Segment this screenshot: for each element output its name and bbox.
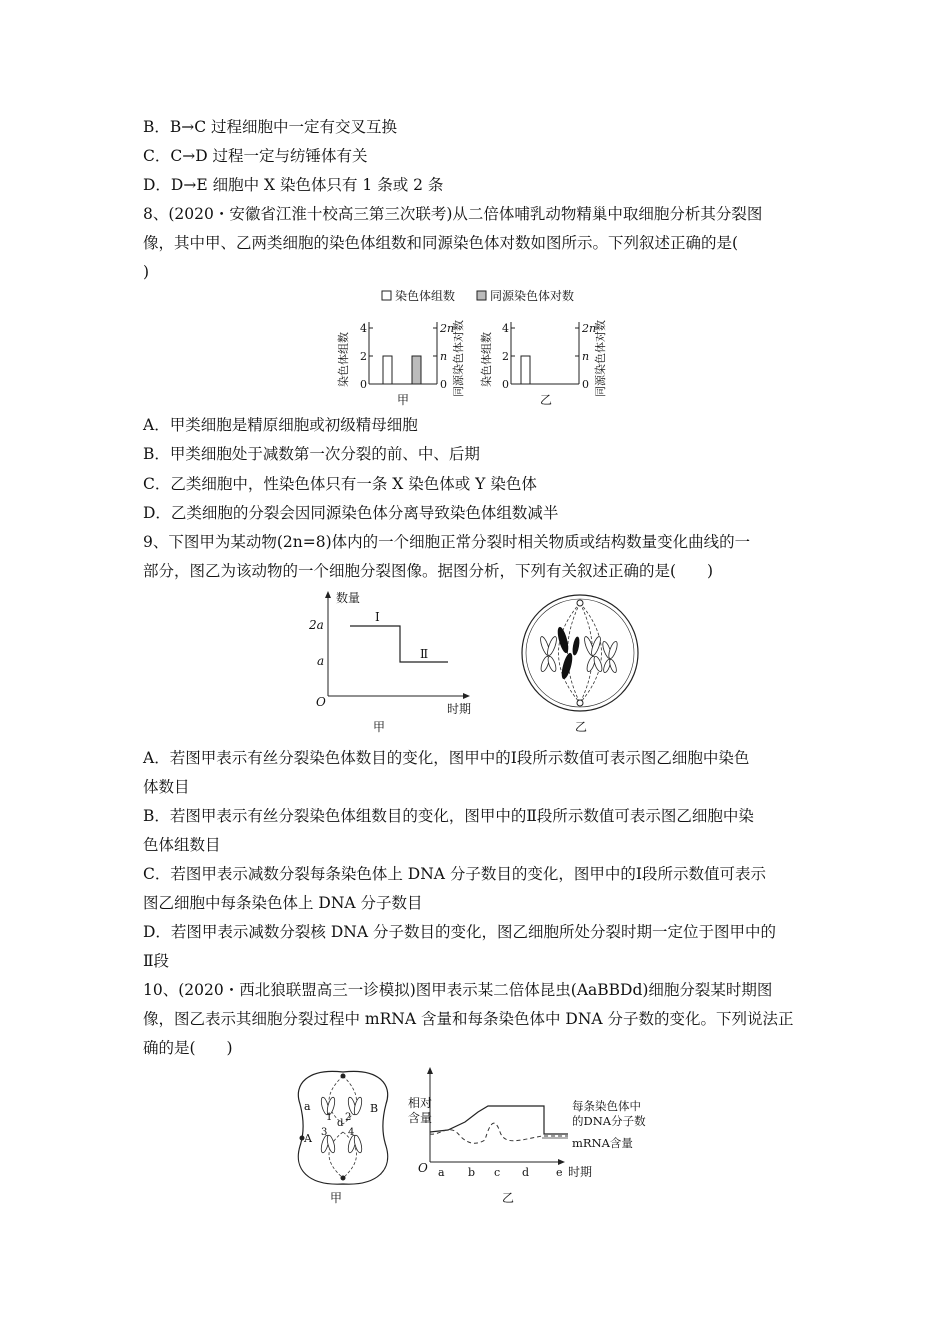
cell-label-A: A bbox=[304, 1132, 312, 1145]
q9-option-c-line2: 图乙细胞中每条染色体上 DNA 分子数目 bbox=[143, 894, 423, 912]
tick-right-2n-b: 2n bbox=[582, 322, 597, 335]
option-b-prev: B．B→C 过程细胞中一定有交叉互换 bbox=[143, 118, 398, 136]
cell-label-3: 3 bbox=[321, 1127, 328, 1138]
bar-jia-groups bbox=[383, 356, 392, 384]
question-10-line2: 像，图乙表示其细胞分裂过程中 mRNA 含量和每条染色体中 DNA 分子数的变化。下列说法正 bbox=[143, 1010, 794, 1028]
q10-anno-mrna: mRNA含量 bbox=[572, 1136, 633, 1150]
tick-left-0: 0 bbox=[360, 378, 367, 391]
q10-xtick-a: a bbox=[438, 1166, 445, 1179]
cell-label-1: 1 bbox=[326, 1112, 333, 1123]
chart-yi bbox=[479, 320, 607, 407]
tick-left-2: 2 bbox=[360, 350, 367, 363]
caption-yi: 乙 bbox=[540, 393, 553, 407]
q10-xtick-c: c bbox=[494, 1166, 501, 1179]
question-10-line1: 10、(2020・西北狼联盟高三一诊模拟)图甲表示某二倍体昆虫(AaBBDd)细胞分裂某时期图 bbox=[143, 981, 773, 999]
q9-curve bbox=[350, 626, 448, 662]
q9-option-a-line1: A．若图甲表示有丝分裂染色体数目的变化，图甲中的Ⅰ段所示数值可表示图乙细胞中染色 bbox=[143, 749, 750, 767]
bar-yi-groups bbox=[521, 356, 530, 384]
q10-xtick-e: e bbox=[556, 1166, 563, 1179]
cell-label-4: 4 bbox=[348, 1127, 355, 1138]
figure-q10 bbox=[290, 1062, 670, 1210]
cell-label-2: 2 bbox=[345, 1112, 352, 1123]
q10-ylabel-1: 相对 bbox=[408, 1096, 433, 1110]
tick-right-0-b: 0 bbox=[582, 378, 589, 391]
caption-jia: 甲 bbox=[397, 393, 410, 407]
q9-origin: O bbox=[316, 695, 326, 709]
q9-seg1: Ⅰ bbox=[375, 610, 380, 624]
question-9-line2: 部分，图乙为该动物的一个细胞分裂图像。据图分析，下列有关叙述正确的是( ) bbox=[143, 562, 714, 580]
bar-jia-pairs bbox=[412, 356, 421, 384]
q10-xtick-d: d bbox=[522, 1166, 530, 1179]
legend-label-groups: 染色体组数 bbox=[395, 289, 456, 303]
q10-mrna-curve bbox=[430, 1123, 568, 1143]
tick-left-4-b: 4 bbox=[502, 322, 509, 335]
tick-left-0-b: 0 bbox=[502, 378, 509, 391]
q9-option-c-line1: C．若图甲表示减数分裂每条染色体上 DNA 分子数目的变化，图甲中的Ⅰ段所示数值可表示 bbox=[143, 865, 767, 883]
q8-option-b: B．甲类细胞处于减数第一次分裂的前、中、后期 bbox=[143, 445, 480, 463]
q8-option-a: A．甲类细胞是精原细胞或初级精母细胞 bbox=[143, 416, 418, 434]
tick-right-0: 0 bbox=[440, 378, 447, 391]
figure-q9 bbox=[305, 588, 645, 738]
q9-option-b-line1: B．若图甲表示有丝分裂染色体组数目的变化，图甲中的Ⅱ段所示数值可表示图乙细胞中染 bbox=[143, 807, 754, 825]
option-c-prev: C．C→D 过程一定与纺锤体有关 bbox=[143, 147, 368, 165]
tick-right-n-b: n bbox=[582, 350, 590, 363]
q9-option-a-line2: 体数目 bbox=[143, 778, 190, 796]
left-axis-label: 染色体组数 bbox=[337, 332, 350, 387]
q10-caption-yi: 乙 bbox=[502, 1191, 515, 1205]
question-8-line2: 像，其中甲、乙两类细胞的染色体组数和同源染色体对数如图所示。下列叙述正确的是( bbox=[143, 234, 739, 252]
question-8-line3: ) bbox=[143, 263, 150, 281]
right-axis-label: 同源染色体对数 bbox=[452, 320, 465, 397]
tick-left-4: 4 bbox=[360, 322, 367, 335]
q9-seg2: Ⅱ bbox=[420, 647, 429, 661]
q9-caption-jia: 甲 bbox=[373, 720, 386, 734]
q10-origin: O bbox=[418, 1161, 428, 1175]
q8-option-d: D．乙类细胞的分裂会因同源染色体分离导致染色体组数减半 bbox=[143, 504, 559, 522]
q9-xlabel: 时期 bbox=[447, 702, 472, 716]
option-d-prev: D．D→E 细胞中 X 染色体只有 1 条或 2 条 bbox=[143, 176, 444, 194]
q10-anno-dna-1: 每条染色体中 bbox=[572, 1099, 641, 1113]
q10-anno-dna-2: 的DNA分子数 bbox=[572, 1114, 646, 1128]
q9-ylabel: 数量 bbox=[336, 591, 361, 605]
q9-option-d-line2: Ⅱ段 bbox=[143, 952, 170, 970]
q9-tick-a: a bbox=[317, 654, 325, 668]
left-axis-label-2: 染色体组数 bbox=[480, 332, 493, 387]
cell-label-B: B bbox=[370, 1102, 379, 1115]
right-axis-label-2: 同源染色体对数 bbox=[594, 320, 607, 397]
question-9-line1: 9、下图甲为某动物(2n=8)体内的一个细胞正常分裂时相关物质或结构数量变化曲线的一 bbox=[143, 533, 751, 551]
legend-swatch-groups bbox=[382, 291, 391, 300]
q9-caption-yi: 乙 bbox=[575, 720, 588, 734]
q10-caption-jia: 甲 bbox=[330, 1191, 343, 1205]
q9-option-d-line1: D．若图甲表示减数分裂核 DNA 分子数目的变化，图乙细胞所处分裂时期一定位于图甲中的 bbox=[143, 923, 776, 941]
chart-jia bbox=[336, 320, 465, 407]
q10-xtick-b: b bbox=[468, 1166, 476, 1179]
chart-q9-jia bbox=[308, 590, 471, 734]
q9-option-b-line2: 色体组数目 bbox=[143, 836, 221, 854]
q10-xlabel: 时期 bbox=[568, 1165, 593, 1179]
legend-label-pairs: 同源染色体对数 bbox=[490, 289, 575, 303]
tick-right-2n: 2n bbox=[440, 322, 455, 335]
cell-label-a: a bbox=[304, 1100, 311, 1113]
figure-q8-bar-charts bbox=[335, 284, 620, 409]
q8-option-c: C．乙类细胞中，性染色体只有一条 X 染色体或 Y 染色体 bbox=[143, 475, 537, 493]
question-8-line1: 8、(2020・安徽省江淮十校高三第三次联考)从二倍体哺乳动物精巢中取细胞分析其分裂图 bbox=[143, 205, 763, 223]
question-10-line3: 确的是( ) bbox=[143, 1039, 233, 1057]
chart-q10-yi bbox=[408, 1067, 646, 1205]
cell-label-d: d bbox=[337, 1118, 344, 1129]
q10-ylabel-2: 含量 bbox=[408, 1111, 433, 1125]
tick-right-n: n bbox=[440, 350, 448, 363]
legend-swatch-pairs bbox=[477, 291, 486, 300]
cell-q10-jia bbox=[298, 1071, 387, 1205]
q9-tick-2a: 2a bbox=[309, 618, 324, 632]
cell-q9-yi bbox=[522, 595, 638, 734]
tick-left-2-b: 2 bbox=[502, 350, 509, 363]
